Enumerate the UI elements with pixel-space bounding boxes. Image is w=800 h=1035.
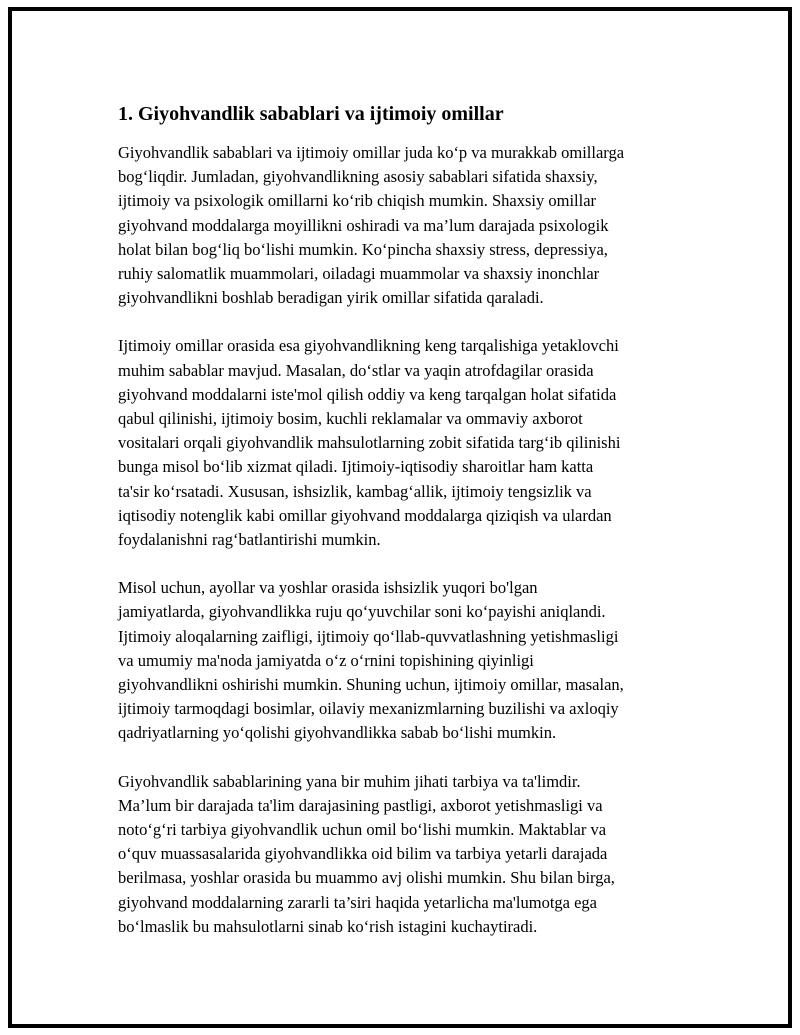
text-line: Ma’lum bir darajada ta'lim darajasining pastligi, axborot yetishmasligi va bbox=[118, 795, 603, 815]
text-line: Giyohvandlik sabablari va ijtimoiy omillar juda ko‘p va murakkab omillarga bbox=[118, 143, 625, 162]
text-line: giyohvand moddalarga moyillikni oshiradi va ma’lum darajada psixologik bbox=[118, 215, 609, 235]
text-line: ijtimoiy tarmoqdagi bosimlar, oilaviy mexanizmlarning buzilishi va axloqiy bbox=[118, 699, 619, 719]
section-heading: 1. Giyohvandlik sabablari va ijtimoiy omillar bbox=[118, 103, 504, 125]
text-line: o‘quv muassasalarida giyohvandlikka oid bilim va tarbiya yetarli darajada bbox=[118, 844, 608, 864]
text-line: noto‘g‘ri tarbiya giyohvandlik uchun omil bo‘lishi mumkin. Maktablar va bbox=[118, 820, 607, 840]
text-line: foydalanishni rag‘batlantirishi mumkin. bbox=[118, 530, 381, 550]
text-line: ta'sir ko‘rsatadi. Xususan, ishsizlik, kambag‘allik, ijtimoiy tengsizlik va bbox=[118, 481, 592, 501]
text-line: va umumiy ma'noda jamiyatda o‘z o‘rnini topishining qiyinligi bbox=[118, 650, 534, 670]
text-line: bog‘liqdir. Jumladan, giyohvandlikning asosiy sabablari sifatida shaxsiy, bbox=[118, 167, 598, 187]
paragraph-4 bbox=[118, 770, 698, 939]
text-line: berilmasa, yoshlar orasida bu muammo avj olishi mumkin. Shu bilan birga, bbox=[118, 868, 615, 888]
text-line: ijtimoiy va psixologik omillarni ko‘rib chiqish mumkin. Shaxsiy omillar bbox=[118, 191, 597, 211]
text-line: giyohvandlikni oshirishi mumkin. Shuning uchun, ijtimoiy omillar, masalan, bbox=[118, 675, 624, 695]
text-line: giyohvand moddalarning zararli ta’siri haqida yetarlicha ma'lumotga ega bbox=[118, 892, 598, 912]
text-line: Giyohvandlik sabablarining yana bir muhim jihati tarbiya va ta'limdir. bbox=[118, 771, 581, 791]
text-line: jamiyatlarda, giyohvandlikka ruju qo‘yuvchilar soni ko‘payishi aniqlandi. bbox=[118, 602, 606, 622]
text-line: giyohvand moddalarni iste'mol qilish oddiy va keng tarqalgan holat sifatida bbox=[118, 384, 617, 404]
text-line: Misol uchun, ayollar va yoshlar orasida ishsizlik yuqori bo'lgan bbox=[118, 578, 538, 598]
document-content bbox=[118, 101, 698, 963]
text-line: iqtisodiy notenglik kabi omillar giyohvand moddalarga qiziqish va ulardan bbox=[118, 505, 612, 525]
text-line: ruhiy salomatlik muammolari, oiladagi muammolar va shaxsiy inonchlar bbox=[118, 264, 600, 284]
text-line: Ijtimoiy omillar orasida esa giyohvandlikning keng tarqalishiga yetaklovchi bbox=[118, 336, 619, 356]
text-line: vositalari orqali giyohvandlik mahsulotlarning zobit sifatida targ‘ib qilinishi bbox=[118, 433, 621, 453]
document-page bbox=[8, 7, 792, 1028]
text-line: qabul qilinishi, ijtimoiy bosim, kuchli reklamalar va ommaviy axborot bbox=[118, 409, 583, 429]
text-line: holat bilan bog‘liq bo‘lishi mumkin. Ko‘pincha shaxsiy stress, depressiya, bbox=[118, 239, 608, 259]
paragraph-2 bbox=[118, 334, 698, 552]
paragraph-3 bbox=[118, 576, 698, 745]
text-line: qadriyatlarning yo‘qolishi giyohvandlikka sabab bo‘lishi mumkin. bbox=[118, 723, 557, 743]
paragraph-1 bbox=[118, 141, 698, 310]
text-line: bunga misol bo‘lib xizmat qiladi. Ijtimoiy-iqtisodiy sharoitlar ham katta bbox=[118, 457, 594, 477]
text-line: bo‘lmaslik bu mahsulotlarni sinab ko‘rish istagini kuchaytiradi. bbox=[118, 916, 538, 936]
text-line: muhim sabablar mavjud. Masalan, do‘stlar va yaqin atrofdagilar orasida bbox=[118, 360, 594, 380]
text-line: giyohvandlikni boshlab beradigan yirik omillar sifatida qaraladi. bbox=[118, 288, 544, 308]
text-line: Ijtimoiy aloqalarning zaifligi, ijtimoiy qo‘llab-quvvatlashning yetishmasligi bbox=[118, 626, 619, 646]
